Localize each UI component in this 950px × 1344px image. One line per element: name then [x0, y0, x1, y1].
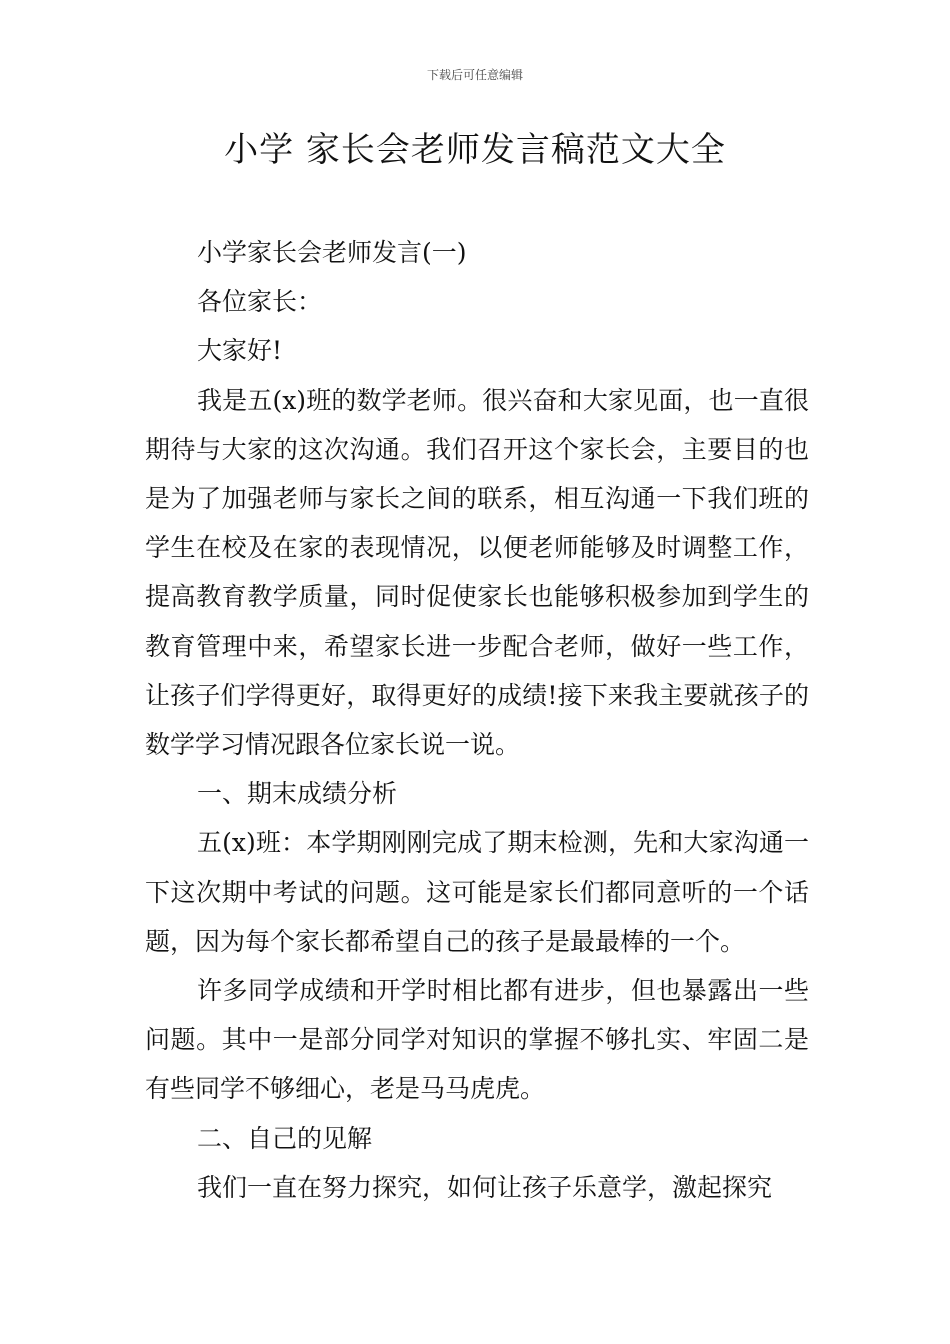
subsection-heading: 二、自己的见解: [197, 1123, 373, 1153]
document-title: 小学 家长会老师发言稿范文大全: [224, 130, 726, 170]
subsection-heading: 一、期末成绩分析: [197, 779, 398, 809]
salutation: 各位家长：: [197, 287, 323, 317]
section-heading: 小学家长会老师发言(一): [197, 238, 467, 267]
page-header-note: 下载后可任意编辑: [426, 68, 523, 82]
document-body: [145, 228, 809, 1212]
body-paragraph: 我是五(x)班的数学老师。很兴奋和大家见面，也一直很期待与大家的这次沟通。我们召开这个家长会，主要目的也是为了加强老师与家长之间的联系，相互沟通一下我们班的学生在校及在家的表现情况，以便老师能够及时调整工作，提高教育教学质量，同时促使家长也能够积极参加到学生的教育管理中来，希望家长进一步配合老师，做好一些工作，让孩子们学得更好，取得更好的成绩!接下来我主要就孩子的数学学习情况跟各位家长说一说。: [145, 385, 809, 760]
body-paragraph: 我们一直在努力探究，如何让孩子乐意学，激起探究: [197, 1172, 773, 1202]
greeting: 大家好!: [197, 336, 283, 366]
body-paragraph: 五(x)班：本学期刚刚完成了期末检测，先和大家沟通一下这次期中考试的问题。这可能是家长们都同意听的一个话题，因为每个家长都希望自己的孩子是最最棒的一个。: [145, 828, 809, 956]
body-paragraph: 许多同学成绩和开学时相比都有进步，但也暴露出一些问题。其中一是部分同学对知识的掌握不够扎实、牢固二是有些同学不够细心，老是马马虎虎。: [145, 976, 809, 1104]
